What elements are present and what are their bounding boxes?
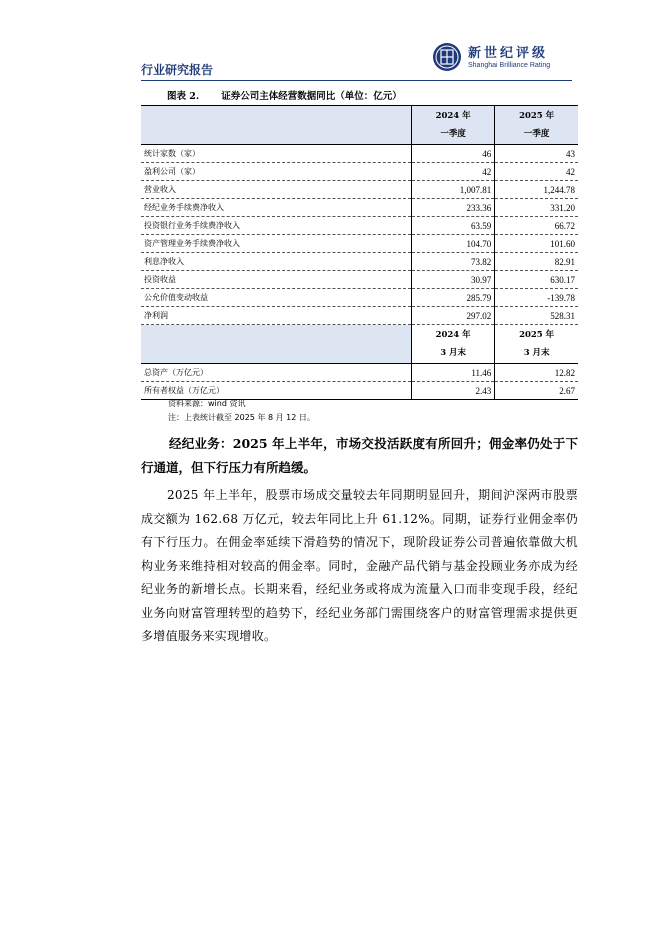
section-heading-paragraph: 经纪业务：2025 年上半年，市场交投活跃度有所回升；佣金率仍处于下行通道，但下行压力有所趋缓。 [141,436,578,475]
cell-2025: 2.67 [495,382,578,400]
logo-english-name: Shanghai Brilliance Rating [468,62,551,69]
table-subheader-row [141,325,578,364]
table-subheader-2024 [412,325,495,364]
table-header-2025q1 [495,106,578,145]
logo-chinese-name: 新世纪评级 [468,46,549,61]
table-row [141,364,578,382]
cell-2025: 43 [495,145,578,163]
operating-data-table [141,105,578,400]
table-row [141,235,578,253]
cell-2025: 630.17 [495,271,578,289]
table-row [141,289,578,307]
logo-emblem-icon [432,42,462,72]
cell-2025: -139.78 [495,289,578,307]
cell-2024: 63.59 [412,217,495,235]
table-row [141,181,578,199]
cell-2025: 66.72 [495,217,578,235]
cell-2024: 2.43 [412,382,495,400]
row-label: 投资收益 [141,271,412,289]
cell-2025: 42 [495,163,578,181]
cell-2025: 1,244.78 [495,181,578,199]
row-label: 资产管理业务手续费净收入 [141,235,412,253]
cell-2025: 528.31 [495,307,578,325]
header-period: 一季度 [440,129,466,139]
figure-title: 证券公司主体经营数据同比（单位：亿元） [221,91,402,102]
table-row [141,199,578,217]
row-label: 投资银行业务手续费净收入 [141,217,412,235]
table-row [141,307,578,325]
page-header [141,40,572,80]
table-header-2024q1 [412,106,495,145]
table-row [141,253,578,271]
header-year: 2025 年 [519,330,555,340]
cell-2024: 285.79 [412,289,495,307]
header-year: 2024 年 [435,330,471,340]
header-period: 3 月末 [440,348,467,358]
cell-2024: 1,007.81 [412,181,495,199]
cell-2024: 73.82 [412,253,495,271]
row-label: 经纪业务手续费净收入 [141,199,412,217]
company-logo [432,40,572,76]
row-label: 所有者权益（万亿元） [141,382,412,400]
row-label: 公允价值变动收益 [141,289,412,307]
row-label: 营业收入 [141,181,412,199]
cell-2025: 82.91 [495,253,578,271]
table-row [141,163,578,181]
table-header-blank [141,106,412,145]
row-label: 统计家数（家） [141,145,412,163]
cell-2025: 12.82 [495,364,578,382]
figure-caption [141,88,578,102]
table-row [141,145,578,163]
table-header-row [141,106,578,145]
row-label: 净利润 [141,307,412,325]
table-subheader-2025 [495,325,578,364]
cell-2025: 331.20 [495,199,578,217]
cell-2024: 42 [412,163,495,181]
report-category-title: 行业研究报告 [141,63,214,77]
header-year: 2025 年 [519,111,555,121]
header-period: 3 月末 [523,348,550,358]
figure-label: 图表 2. [167,91,200,102]
cell-2024: 11.46 [412,364,495,382]
row-label: 总资产（万亿元） [141,364,412,382]
cell-2025: 101.60 [495,235,578,253]
header-period: 一季度 [523,129,550,139]
data-source-note: 资料来源：wind 资讯 [168,399,246,408]
statistics-date-note: 注：上表统计截至 2025 年 8 月 12 日。 [168,413,315,422]
cell-2024: 297.02 [412,307,495,325]
body-paragraph: 2025 年上半年，股票市场成交量较去年同期明显回升，期间沪深两市股票成交额为 162.68 万亿元，较去年同比上升 61.12%。同期，证券行业佣金率仍有下行压力。在佣金率延续下滑趋势的情况下，现阶段证券公司普遍依靠做大机构业务来维持相对较高的佣金率。同时，金融产品代销与基金投顾业务亦成为经纪业务的新增长点。长期来看，经纪业务或将成为流量入口而非变现手段，经纪业务向财富管理转型的趋势下，经纪业务部门需围绕客户的财富管理需求提供更多增值服务来实现增收。 [141,488,578,643]
header-divider [141,80,572,81]
cell-2024: 104.70 [412,235,495,253]
table-row [141,271,578,289]
table-subheader-blank [141,325,412,364]
cell-2024: 30.97 [412,271,495,289]
row-label: 盈利公司（家） [141,163,412,181]
table-row [141,217,578,235]
header-year: 2024 年 [435,111,471,121]
cell-2024: 46 [412,145,495,163]
row-label: 利息净收入 [141,253,412,271]
table-notes [168,397,315,425]
cell-2024: 233.36 [412,199,495,217]
